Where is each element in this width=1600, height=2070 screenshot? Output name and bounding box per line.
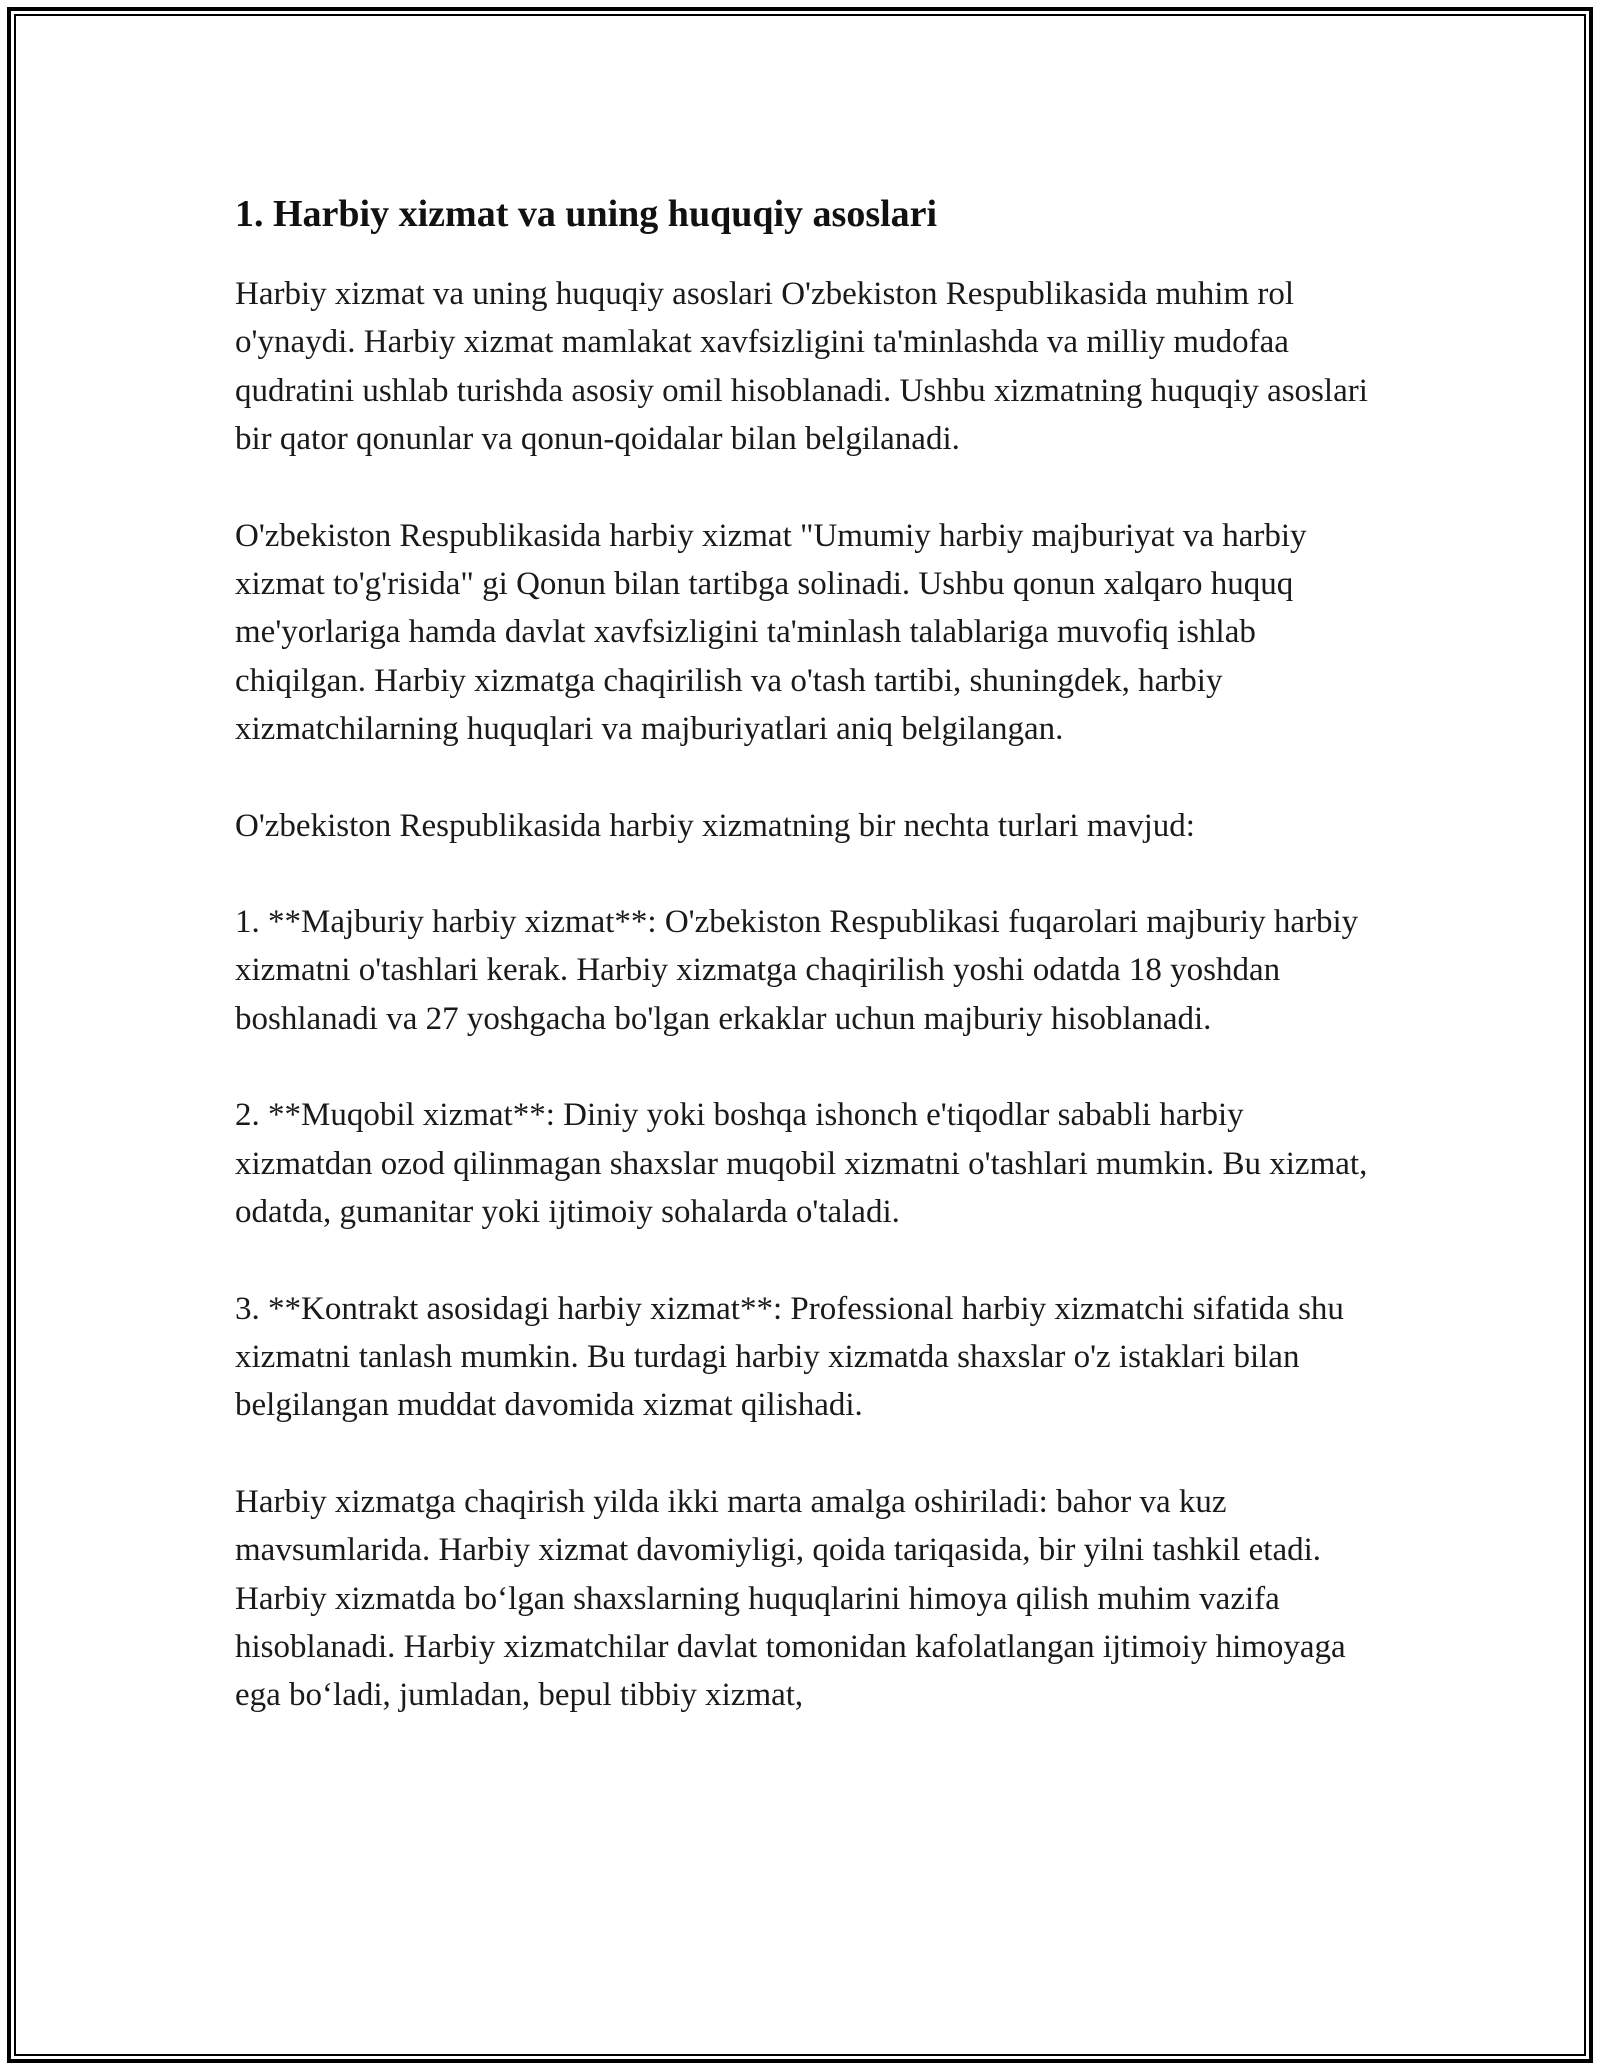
paragraph-types-intro: O'zbekiston Respublikasida harbiy xizmatning bir nechta turlari mavjud: — [235, 807, 1195, 844]
paragraph-intro: Harbiy xizmat va uning huquqiy asoslari O'zbekiston Respublikasida muhim rol o'ynaydi. Harbiy xizmat mamlakat xavfsizligini ta'minlashda va milliy mudofaa qudratini ushlab turishda asosiy omil hisoblanadi. Ushbu xizmatning huquqiy asoslari bir qator qonunlar va qonun-qoidalar bilan belgilanadi. — [235, 276, 1368, 458]
section-title: 1. Harbiy xizmat va uning huquqiy asoslari — [235, 193, 938, 235]
list-item-alternative-service: 2. **Muqobil xizmat**: Diniy yoki boshqa ishonch e'tiqodlar sababli harbiy xizmatdan ozod qilinmagan shaxslar muqobil xizmatni o'tashlari mumkin. Bu xizmat, odatda, gumanitar yoki ijtimoiy sohalarda o'taladi. — [235, 1097, 1368, 1231]
list-item-mandatory-service: 1. **Majburiy harbiy xizmat**: O'zbekiston Respublikasi fuqarolari majburiy harbiy xizmatni o'tashlari kerak. Harbiy xizmatga chaqirilish yoshi odatda 18 yoshdan boshlanadi va 27 yoshgacha bo'lgan erkaklar uchun majburiy hisoblanadi. — [235, 904, 1359, 1037]
paragraph-conscription: Harbiy xizmatga chaqirish yilda ikki marta amalga oshiriladi: bahor va kuz mavsumlarida. Harbiy xizmat davomiyligi, qoida tariqasida, bir yilni tashkil etadi. Harbiy xizmatda bo‘lgan shaxslarning huquqlarini himoya qilish muhim vazifa hisoblanadi. Harbiy xizmatchilar davlat tomonidan kafolatlangan ijtimoiy himoyaga ega bo‘ladi, jumladan, bepul tibbiy xizmat, — [235, 1483, 1346, 1714]
paragraph-law: O'zbekiston Respublikasida harbiy xizmat "Umumiy harbiy majburiyat va harbiy xizmat to'g'risida" gi Qonun bilan tartibga solinadi. Ushbu qonun xalqaro huquq me'yorlariga hamda davlat xavfsizligini ta'minlash talablariga muvofiq ishlab chiqilgan. Harbiy xizmatga chaqirilish va o'tash tartibi, shuningdek, harbiy xizmatchilarning huquqlari va majburiyatlari aniq belgilangan. — [235, 517, 1307, 748]
document-body — [235, 186, 1375, 1768]
list-item-contract-service: 3. **Kontrakt asosidagi harbiy xizmat**: Professional harbiy xizmatchi sifatida shu xizmatni tanlash mumkin. Bu turdagi harbiy xizmatda shaxslar o'z istaklari bilan belgilangan muddat davomida xizmat qilishadi. — [235, 1290, 1344, 1424]
